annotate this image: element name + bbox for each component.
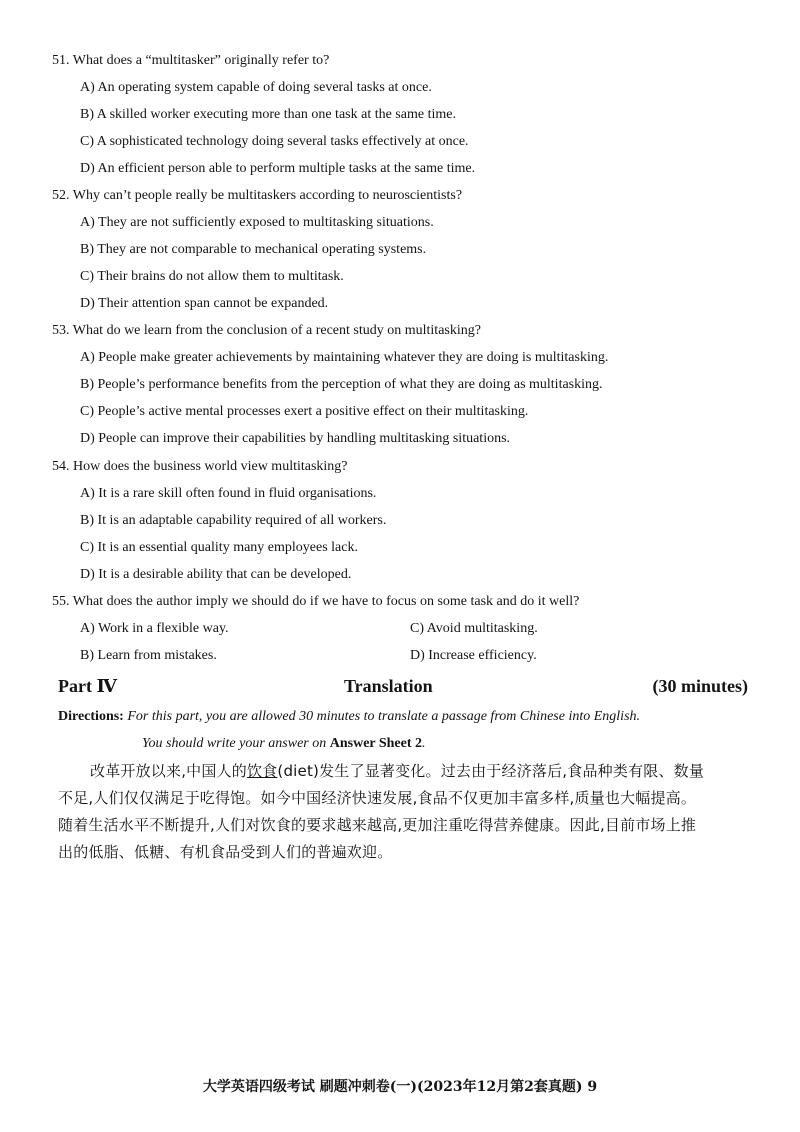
question-52-option-b: B) They are not comparable to mechanical operating systems. bbox=[80, 242, 427, 257]
question-55-option-a: A) Work in a flexible way. bbox=[80, 621, 229, 636]
answer-sheet-label: Answer Sheet 2 bbox=[329, 736, 423, 751]
question-55-option-b: B) Learn from mistakes. bbox=[80, 648, 217, 663]
passage-line-2: 不足,人们仅仅满足于吃得饱。如今中国经济快速发展,食品不仅更加丰富多样,质量也大幅提高。 bbox=[58, 789, 697, 807]
directions-line-1 bbox=[58, 708, 640, 726]
question-55-option-c: C) Avoid multitasking. bbox=[410, 621, 538, 636]
directions-text-2: You should write your answer on bbox=[142, 736, 330, 751]
question-53-stem: 53. What do we learn from the conclusion of a recent study on multitasking? bbox=[52, 323, 481, 338]
question-51-stem: 51. What does a “multitasker” originally refer to? bbox=[52, 53, 330, 68]
part-number: Part Ⅳ bbox=[58, 676, 117, 696]
question-51-option-d: D) An efficient person able to perform multiple tasks at the same time. bbox=[80, 161, 476, 176]
passage-line-3: 随着生活水平不断提升,人们对饮食的要求越来越高,更加注重吃得营养健康。因此,目前市场上推 bbox=[58, 816, 697, 834]
directions-label: Directions: bbox=[58, 709, 124, 724]
question-52-option-d: D) Their attention span cannot be expanded. bbox=[80, 296, 329, 311]
question-53-option-b: B) People’s performance benefits from the perception of what they are doing as multitasking. bbox=[80, 377, 603, 392]
question-54-option-b: B) It is an adaptable capability required of all workers. bbox=[80, 513, 387, 528]
passage-line-4: 出的低脂、低糖、有机食品受到人们的普遍欢迎。 bbox=[58, 843, 393, 861]
question-52-option-c: C) Their brains do not allow them to multitask. bbox=[80, 269, 344, 284]
passage-line-1: 改革开放以来,中国人的饮食(diet)发生了显著变化。过去由于经济落后,食品种类有限、数量 bbox=[90, 762, 705, 780]
question-53-option-d: D) People can improve their capabilities by handling multitasking situations. bbox=[80, 431, 511, 446]
question-52-option-a: A) They are not sufficiently exposed to multitasking situations. bbox=[80, 215, 434, 230]
question-54-option-d: D) It is a desirable ability that can be developed. bbox=[80, 567, 352, 582]
question-54-stem: 54. How does the business world view multitasking? bbox=[52, 459, 348, 474]
question-51-option-a: A) An operating system capable of doing several tasks at once. bbox=[80, 80, 432, 95]
question-52-stem: 52. Why can’t people really be multitaskers according to neuroscientists? bbox=[52, 188, 463, 203]
page-footer: 大学英语四级考试 刷题冲刺卷(一)(2023年12月第2套真题) 9 bbox=[202, 1079, 598, 1095]
question-54-option-a: A) It is a rare skill often found in fluid organisations. bbox=[80, 486, 377, 501]
question-54-option-c: C) It is an essential quality many employees lack. bbox=[80, 540, 358, 555]
directions-text-1: For this part, you are allowed 30 minutes to translate a passage from Chinese into English. bbox=[127, 709, 641, 724]
question-51-option-c: C) A sophisticated technology doing several tasks effectively at once. bbox=[80, 134, 469, 149]
part-title: Translation bbox=[344, 676, 433, 696]
question-53-option-c: C) People’s active mental processes exert a positive effect on their multitasking. bbox=[80, 404, 529, 419]
question-51-option-b: B) A skilled worker executing more than one task at the same time. bbox=[80, 107, 456, 122]
directions-line-2: You should write your answer on Answer Sheet 2. bbox=[142, 736, 426, 751]
part-heading bbox=[58, 676, 748, 700]
question-55-stem: 55. What does the author imply we should do if we have to focus on some task and do it well? bbox=[52, 594, 580, 609]
question-53-option-a: A) People make greater achievements by maintaining whatever they are doing is multitasking. bbox=[80, 350, 609, 365]
part-time: (30 minutes) bbox=[652, 676, 748, 696]
question-55-option-d: D) Increase efficiency. bbox=[410, 648, 537, 663]
underlined-term: 饮食 bbox=[246, 762, 278, 780]
